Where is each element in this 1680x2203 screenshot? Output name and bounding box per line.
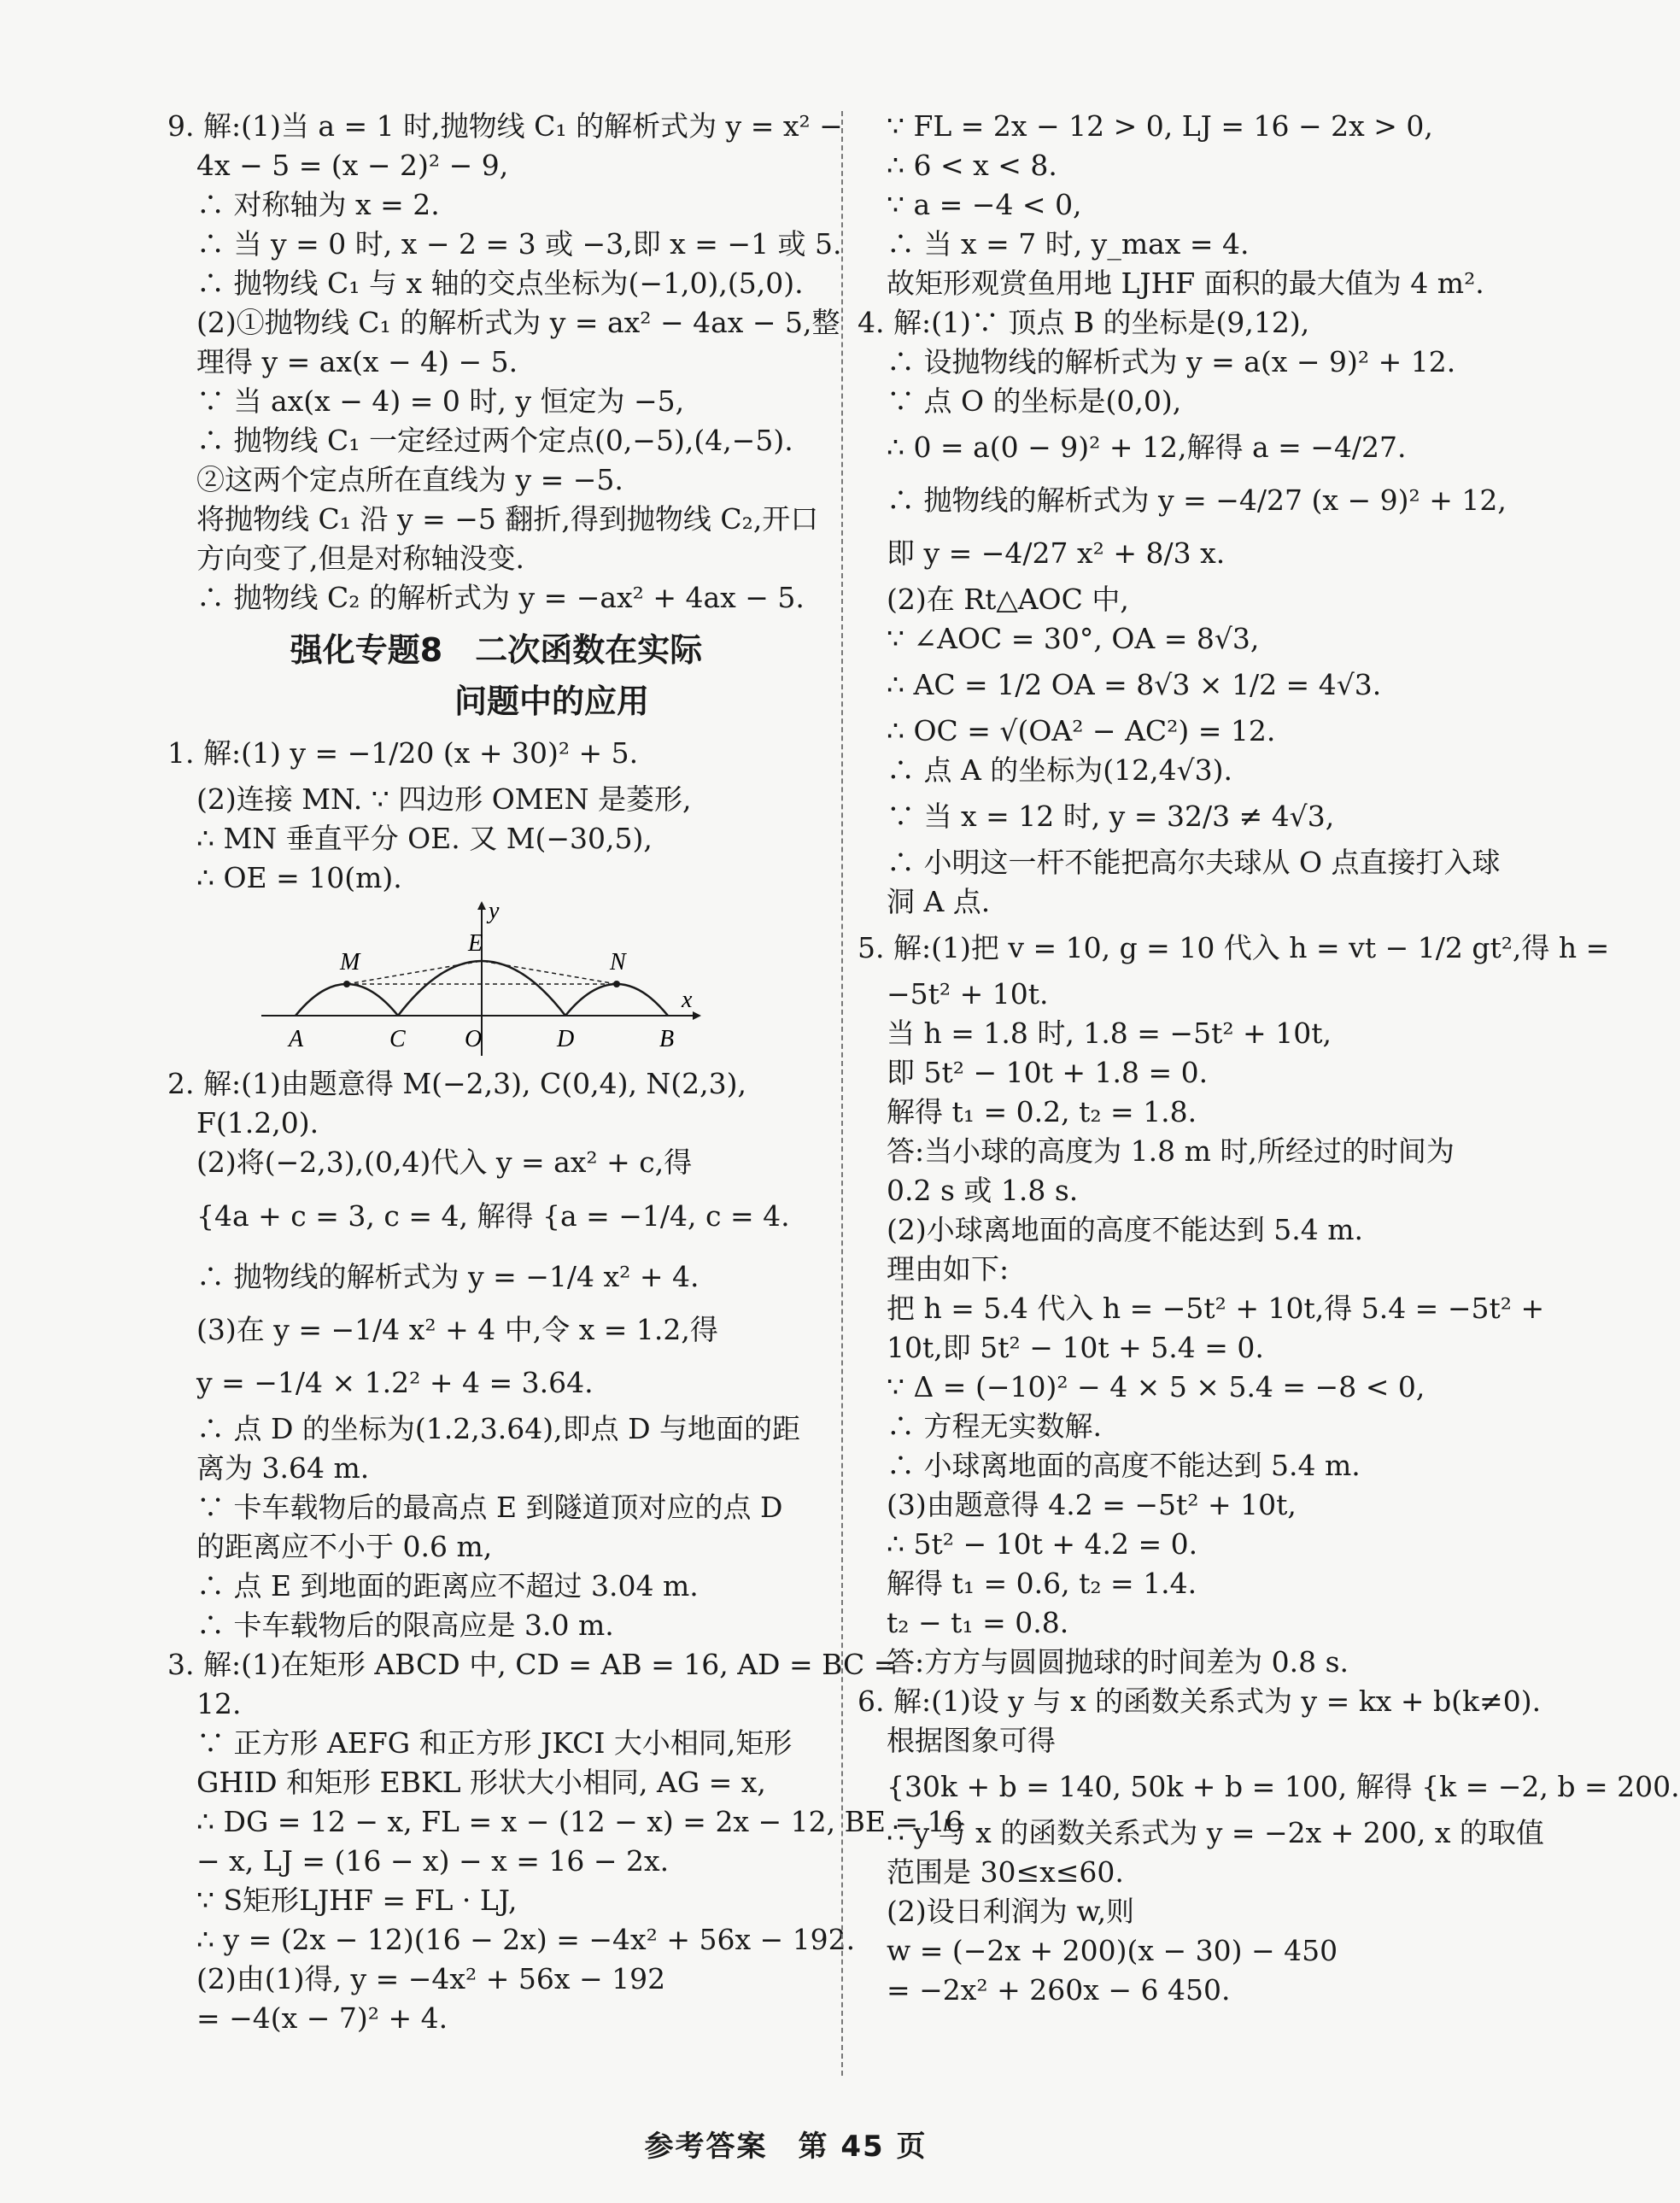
text-line: ∵ a = −4 < 0,: [887, 188, 1082, 221]
text-line: 解得 t₁ = 0.2, t₂ = 1.8.: [887, 1095, 1197, 1128]
equation-system: {30k + b = 140, 50k + b = 100, 解得 {k = −2, b = 200.: [887, 1770, 1680, 1803]
label-d: D: [557, 1026, 575, 1052]
text-line: ∴ 对称轴为 x = 2.: [196, 188, 440, 221]
text-line: (2)连接 MN. ∵ 四边形 OMEN 是菱形,: [196, 782, 692, 816]
label-c: C: [389, 1026, 406, 1052]
text-line: ∴ 点 A 的坐标为(12,4√3).: [887, 753, 1233, 787]
text-line: 6. 解:(1)设 y 与 x 的函数关系式为 y = kx + b(k≠0).: [858, 1684, 1542, 1718]
label-m: M: [340, 949, 360, 976]
text-line: ∵ ∠AOC = 30°, OA = 8√3,: [887, 622, 1260, 655]
text-line: 离为 3.64 m.: [196, 1451, 370, 1485]
x-axis-label: x: [682, 987, 693, 1013]
page-footer: 参考答案 第 45 页: [644, 2130, 928, 2164]
text-line: F(1.2,0).: [196, 1106, 319, 1140]
text-line: y = −1/4 × 1.2² + 4 = 3.64.: [196, 1366, 594, 1399]
text-line: ∴ OC = √(OA² − AC²) = 12.: [887, 714, 1276, 747]
text-line: 4x − 5 = (x − 2)² − 9,: [196, 149, 509, 182]
text-line: ∴ y = (2x − 12)(16 − 2x) = −4x² + 56x − 192.: [196, 1923, 856, 1956]
x-axis-arrow: [693, 1011, 701, 1020]
text-line: 洞 A 点.: [887, 885, 991, 918]
text-line: 0.2 s 或 1.8 s.: [887, 1174, 1079, 1207]
text-line: ∴ 卡车载物后的限高应是 3.0 m.: [196, 1608, 614, 1642]
label-e: E: [468, 930, 483, 957]
tunnel-diagram: [167, 898, 825, 1064]
y-axis-arrow: [477, 901, 486, 910]
text-line: ②这两个定点所在直线为 y = −5.: [196, 463, 623, 496]
parabola-figure: [261, 898, 705, 1064]
text-line: ∴ 0 = a(0 − 9)² + 12,解得 a = −4/27.: [887, 431, 1407, 464]
text-line: ∴ 小明这一杆不能把高尔夫球从 O 点直接打入球: [887, 846, 1501, 879]
text-line: ∴ 设抛物线的解析式为 y = a(x − 9)² + 12.: [887, 345, 1456, 378]
text-line: GHID 和矩形 EBKL 形状大小相同, AG = x,: [196, 1766, 766, 1799]
label-o: O: [465, 1026, 483, 1052]
text-line: ∵ 正方形 AEFG 和正方形 JKCI 大小相同,矩形: [196, 1726, 793, 1760]
text-line: ∵ S矩形LJHF = FL · LJ,: [196, 1884, 518, 1917]
text-line: 9. 解:(1)当 a = 1 时,抛物线 C₁ 的解析式为 y = x² −: [167, 109, 843, 143]
equation-system: {4a + c = 3, c = 4, 解得 {a = −1/4, c = 4.: [196, 1199, 790, 1233]
text-line: ∴ AC = 1/2 OA = 8√3 × 1/2 = 4√3.: [887, 668, 1382, 701]
text-line: = −2x² + 260x − 6 450.: [887, 1973, 1231, 2007]
text-line: 1. 解:(1) y = −1/20 (x + 30)² + 5.: [167, 736, 639, 770]
me-dashed-line: [347, 961, 482, 984]
text-line: ∵ 点 O 的坐标是(0,0),: [887, 384, 1182, 418]
text-line: ∴ 方程无实数解.: [887, 1409, 1102, 1443]
text-line: ∴ 6 < x < 8.: [887, 149, 1057, 182]
right-column: [858, 107, 1680, 2010]
text-line: ∴ 抛物线的解析式为 y = −1/4 x² + 4.: [196, 1260, 700, 1293]
ne-dashed-line: [482, 961, 617, 984]
text-line: 12.: [196, 1687, 242, 1720]
text-line: ∴ y 与 x 的函数关系式为 y = −2x + 200, x 的取值: [887, 1816, 1544, 1849]
text-line: 的距离应不小于 0.6 m,: [196, 1530, 493, 1563]
text-line: ∴ 当 x = 7 时, y_max = 4.: [887, 227, 1250, 261]
section-heading: 问题中的应用: [454, 683, 649, 720]
text-line: 根据图象可得: [887, 1724, 1056, 1757]
text-line: 5. 解:(1)把 v = 10, g = 10 代入 h = vt − 1/2 gt²,得 h =: [858, 931, 1610, 964]
text-line: (3)在 y = −1/4 x² + 4 中,令 x = 1.2,得: [196, 1313, 718, 1346]
text-line: (2)小球离地面的高度不能达到 5.4 m.: [887, 1213, 1363, 1246]
text-line: ∴ 点 E 到地面的距离应不超过 3.04 m.: [196, 1569, 699, 1602]
column-divider: [841, 111, 843, 2076]
text-line: ∴ 抛物线 C₁ 一定经过两个定点(0,−5),(4,−5).: [196, 424, 793, 457]
text-line: ∴ 抛物线 C₁ 与 x 轴的交点坐标为(−1,0),(5,0).: [196, 267, 804, 300]
text-line: − x, LJ = (16 − x) − x = 16 − 2x.: [196, 1844, 670, 1878]
text-line: 答:当小球的高度为 1.8 m 时,所经过的时间为: [887, 1134, 1455, 1168]
y-axis-label: y: [489, 898, 500, 924]
text-line: (2)在 Rt△AOC 中,: [887, 583, 1129, 616]
text-line: ∴ DG = 12 − x, FL = x − (12 − x) = 2x − 12, BE = 16: [196, 1805, 963, 1838]
text-line: −5t² + 10t.: [887, 977, 1049, 1011]
text-line: ∴ 当 y = 0 时, x − 2 = 3 或 −3,即 x = −1 或 5.: [196, 227, 842, 261]
label-n: N: [610, 949, 626, 976]
text-line: 即 5t² − 10t + 1.8 = 0.: [887, 1056, 1209, 1089]
text-line: 把 h = 5.4 代入 h = −5t² + 10t,得 5.4 = −5t² +: [887, 1292, 1545, 1325]
text-line: ∴ OE = 10(m).: [196, 861, 402, 894]
text-line: ∵ 当 x = 12 时, y = 32/3 ≠ 4√3,: [887, 800, 1335, 833]
text-line: 故矩形观赏鱼用地 LJHF 面积的最大值为 4 m².: [887, 267, 1484, 300]
text-line: ∵ 当 ax(x − 4) = 0 时, y 恒定为 −5,: [196, 384, 685, 418]
text-line: 理由如下:: [887, 1252, 1010, 1286]
text-line: 将抛物线 C₁ 沿 y = −5 翻折,得到抛物线 C₂,开口: [196, 502, 819, 536]
text-line: ∵ 卡车载物后的最高点 E 到隧道顶对应的点 D: [196, 1491, 783, 1524]
text-line: 解得 t₁ = 0.6, t₂ = 1.4.: [887, 1567, 1197, 1600]
text-line: w = (−2x + 200)(x − 30) − 450: [887, 1934, 1338, 1967]
right-arch: [565, 984, 668, 1016]
text-line: = −4(x − 7)² + 4.: [196, 2001, 448, 2035]
text-line: 即 y = −4/27 x² + 8/3 x.: [887, 536, 1226, 570]
text-line: 当 h = 1.8 时, 1.8 = −5t² + 10t,: [887, 1017, 1332, 1050]
left-arch: [296, 984, 398, 1016]
label-b: B: [659, 1026, 675, 1052]
text-line: t₂ − t₁ = 0.8.: [887, 1606, 1069, 1639]
text-line: ∵ FL = 2x − 12 > 0, LJ = 16 − 2x > 0,: [887, 109, 1433, 143]
text-line: 方向变了,但是对称轴没变.: [196, 542, 524, 575]
text-line: (2)设日利润为 w,则: [887, 1895, 1135, 1928]
point-m: [343, 981, 350, 987]
text-line: ∴ MN 垂直平分 OE. 又 M(−30,5),: [196, 822, 653, 855]
text-line: 答:方方与圆圆抛球的时间差为 0.8 s.: [887, 1645, 1349, 1679]
point-n: [613, 981, 620, 987]
text-line: 2. 解:(1)由题意得 M(−2,3), C(0,4), N(2,3),: [167, 1067, 747, 1100]
text-line: 4. 解:(1)∵ 顶点 B 的坐标是(9,12),: [858, 306, 1310, 339]
text-line: 10t,即 5t² − 10t + 5.4 = 0.: [887, 1331, 1264, 1364]
text-line: (3)由题意得 4.2 = −5t² + 10t,: [887, 1488, 1297, 1521]
text-line: (2)将(−2,3),(0,4)代入 y = ax² + c,得: [196, 1145, 693, 1179]
text-line: ∴ 点 D 的坐标为(1.2,3.64),即点 D 与地面的距: [196, 1412, 801, 1445]
text-line: ∴ 抛物线 C₂ 的解析式为 y = −ax² + 4ax − 5.: [196, 581, 805, 614]
text-line: (2)由(1)得, y = −4x² + 56x − 192: [196, 1962, 666, 1995]
label-a: A: [289, 1026, 304, 1052]
text-line: 理得 y = ax(x − 4) − 5.: [196, 345, 518, 378]
section-heading: 强化专题8 二次函数在实际: [290, 631, 703, 669]
text-line: (2)①抛物线 C₁ 的解析式为 y = ax² − 4ax − 5,整: [196, 306, 840, 339]
text-line: 范围是 30≤x≤60.: [887, 1855, 1124, 1889]
text-line: ∴ 5t² − 10t + 4.2 = 0.: [887, 1527, 1198, 1561]
text-line: ∵ Δ = (−10)² − 4 × 5 × 5.4 = −8 < 0,: [887, 1370, 1425, 1403]
text-line: ∴ 小球离地面的高度不能达到 5.4 m.: [887, 1449, 1361, 1482]
text-line: 3. 解:(1)在矩形 ABCD 中, CD = AB = 16, AD = BC =: [167, 1648, 898, 1681]
text-line: ∴ 抛物线的解析式为 y = −4/27 (x − 9)² + 12,: [887, 483, 1507, 517]
